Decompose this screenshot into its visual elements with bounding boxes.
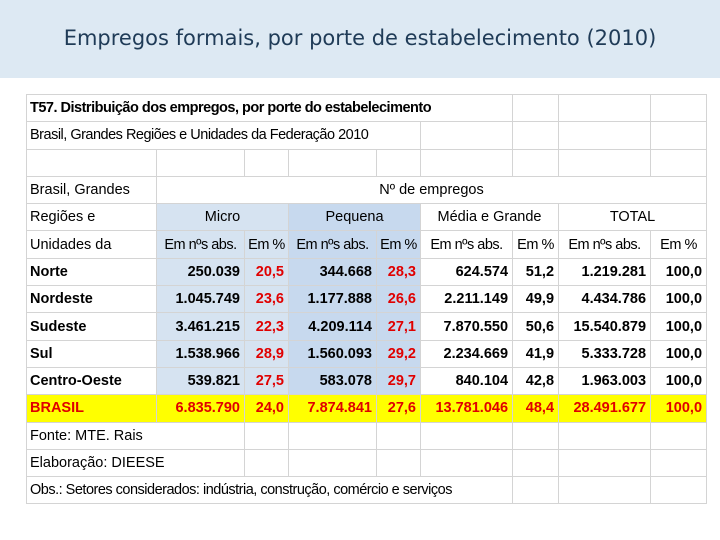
title-row-1 — [27, 95, 707, 122]
region-name: Centro-Oeste — [27, 367, 157, 394]
total-header: TOTAL — [559, 204, 707, 231]
media-grande-pct: 41,9 — [513, 340, 559, 367]
table-row-total — [27, 395, 707, 422]
total-pct: 100,0 — [651, 313, 707, 340]
pequena-abs: 4.209.114 — [289, 313, 377, 340]
total-abs: 15.540.879 — [559, 313, 651, 340]
spreadsheet — [26, 94, 706, 504]
media-grande-pct: 50,6 — [513, 313, 559, 340]
pequena-abs: 583.078 — [289, 367, 377, 394]
media-grande-pct: 48,4 — [513, 395, 559, 422]
total-abs: 4.434.786 — [559, 286, 651, 313]
region-header-line-3: Unidades da — [27, 231, 157, 258]
media-grande-pct: 51,2 — [513, 258, 559, 285]
region-header-line-2: Regiões e — [27, 204, 157, 231]
micro-abs: 6.835.790 — [157, 395, 245, 422]
micro-pct: 27,5 — [245, 367, 289, 394]
elaboration-note: Elaboração: DIEESE — [27, 449, 245, 476]
table-subtitle: Brasil, Grandes Regiões e Unidades da Federação 2010 — [27, 122, 421, 149]
pct-header: Em % — [245, 231, 289, 258]
total-pct: 100,0 — [651, 367, 707, 394]
total-pct: 100,0 — [651, 395, 707, 422]
micro-pct: 24,0 — [245, 395, 289, 422]
header-row-2 — [27, 204, 707, 231]
micro-pct: 28,9 — [245, 340, 289, 367]
total-pct: 100,0 — [651, 286, 707, 313]
abs-header: Em nºs abs. — [421, 231, 513, 258]
total-abs: 1.219.281 — [559, 258, 651, 285]
pct-header: Em % — [651, 231, 707, 258]
media-grande-abs: 840.104 — [421, 367, 513, 394]
total-pct: 100,0 — [651, 340, 707, 367]
pequena-pct: 26,6 — [377, 286, 421, 313]
media-grande-abs: 13.781.046 — [421, 395, 513, 422]
pct-header: Em % — [377, 231, 421, 258]
micro-abs: 1.045.749 — [157, 286, 245, 313]
micro-pct: 20,5 — [245, 258, 289, 285]
micro-abs: 250.039 — [157, 258, 245, 285]
source-row — [27, 422, 707, 449]
table-row — [27, 258, 707, 285]
media-grande-abs: 624.574 — [421, 258, 513, 285]
employment-table — [26, 94, 707, 504]
table-title: T57. Distribuição dos empregos, por porte do estabelecimento — [27, 95, 513, 122]
micro-header: Micro — [157, 204, 289, 231]
region-name: Nordeste — [27, 286, 157, 313]
region-name: Sudeste — [27, 313, 157, 340]
region-header-line-1: Brasil, Grandes — [27, 176, 157, 203]
region-name: Sul — [27, 340, 157, 367]
notes-row — [27, 477, 707, 504]
micro-abs: 3.461.215 — [157, 313, 245, 340]
abs-header: Em nºs abs. — [289, 231, 377, 258]
pequena-pct: 27,1 — [377, 313, 421, 340]
pequena-abs: 344.668 — [289, 258, 377, 285]
total-abs: 1.963.003 — [559, 367, 651, 394]
header-row-1 — [27, 176, 707, 203]
media-grande-header: Média e Grande — [421, 204, 559, 231]
micro-abs: 539.821 — [157, 367, 245, 394]
table-row — [27, 340, 707, 367]
title-row-2 — [27, 122, 707, 149]
pequena-pct: 29,7 — [377, 367, 421, 394]
region-name: BRASIL — [27, 395, 157, 422]
source-note: Fonte: MTE. Rais — [27, 422, 245, 449]
slide-title: Empregos formais, por porte de estabelecimento (2010) — [63, 26, 657, 50]
pequena-abs: 1.560.093 — [289, 340, 377, 367]
header-row-3 — [27, 231, 707, 258]
abs-header: Em nºs abs. — [559, 231, 651, 258]
pequena-abs: 1.177.888 — [289, 286, 377, 313]
total-pct: 100,0 — [651, 258, 707, 285]
micro-pct: 22,3 — [245, 313, 289, 340]
slide-header-band — [0, 0, 720, 78]
media-grande-abs: 7.870.550 — [421, 313, 513, 340]
region-name: Norte — [27, 258, 157, 285]
pequena-abs: 7.874.841 — [289, 395, 377, 422]
pct-header: Em % — [513, 231, 559, 258]
total-abs: 28.491.677 — [559, 395, 651, 422]
group-header: Nº de empregos — [157, 176, 707, 203]
media-grande-pct: 49,9 — [513, 286, 559, 313]
table-row — [27, 367, 707, 394]
pequena-pct: 28,3 — [377, 258, 421, 285]
pequena-header: Pequena — [289, 204, 421, 231]
total-abs: 5.333.728 — [559, 340, 651, 367]
abs-header: Em nºs abs. — [157, 231, 245, 258]
media-grande-abs: 2.211.149 — [421, 286, 513, 313]
media-grande-pct: 42,8 — [513, 367, 559, 394]
elaboration-row — [27, 449, 707, 476]
media-grande-abs: 2.234.669 — [421, 340, 513, 367]
pequena-pct: 27,6 — [377, 395, 421, 422]
pequena-pct: 29,2 — [377, 340, 421, 367]
micro-abs: 1.538.966 — [157, 340, 245, 367]
table-row — [27, 286, 707, 313]
blank-row — [27, 149, 707, 176]
observation-note: Obs.: Setores considerados: indústria, construção, comércio e serviços — [27, 477, 513, 504]
micro-pct: 23,6 — [245, 286, 289, 313]
table-row — [27, 313, 707, 340]
